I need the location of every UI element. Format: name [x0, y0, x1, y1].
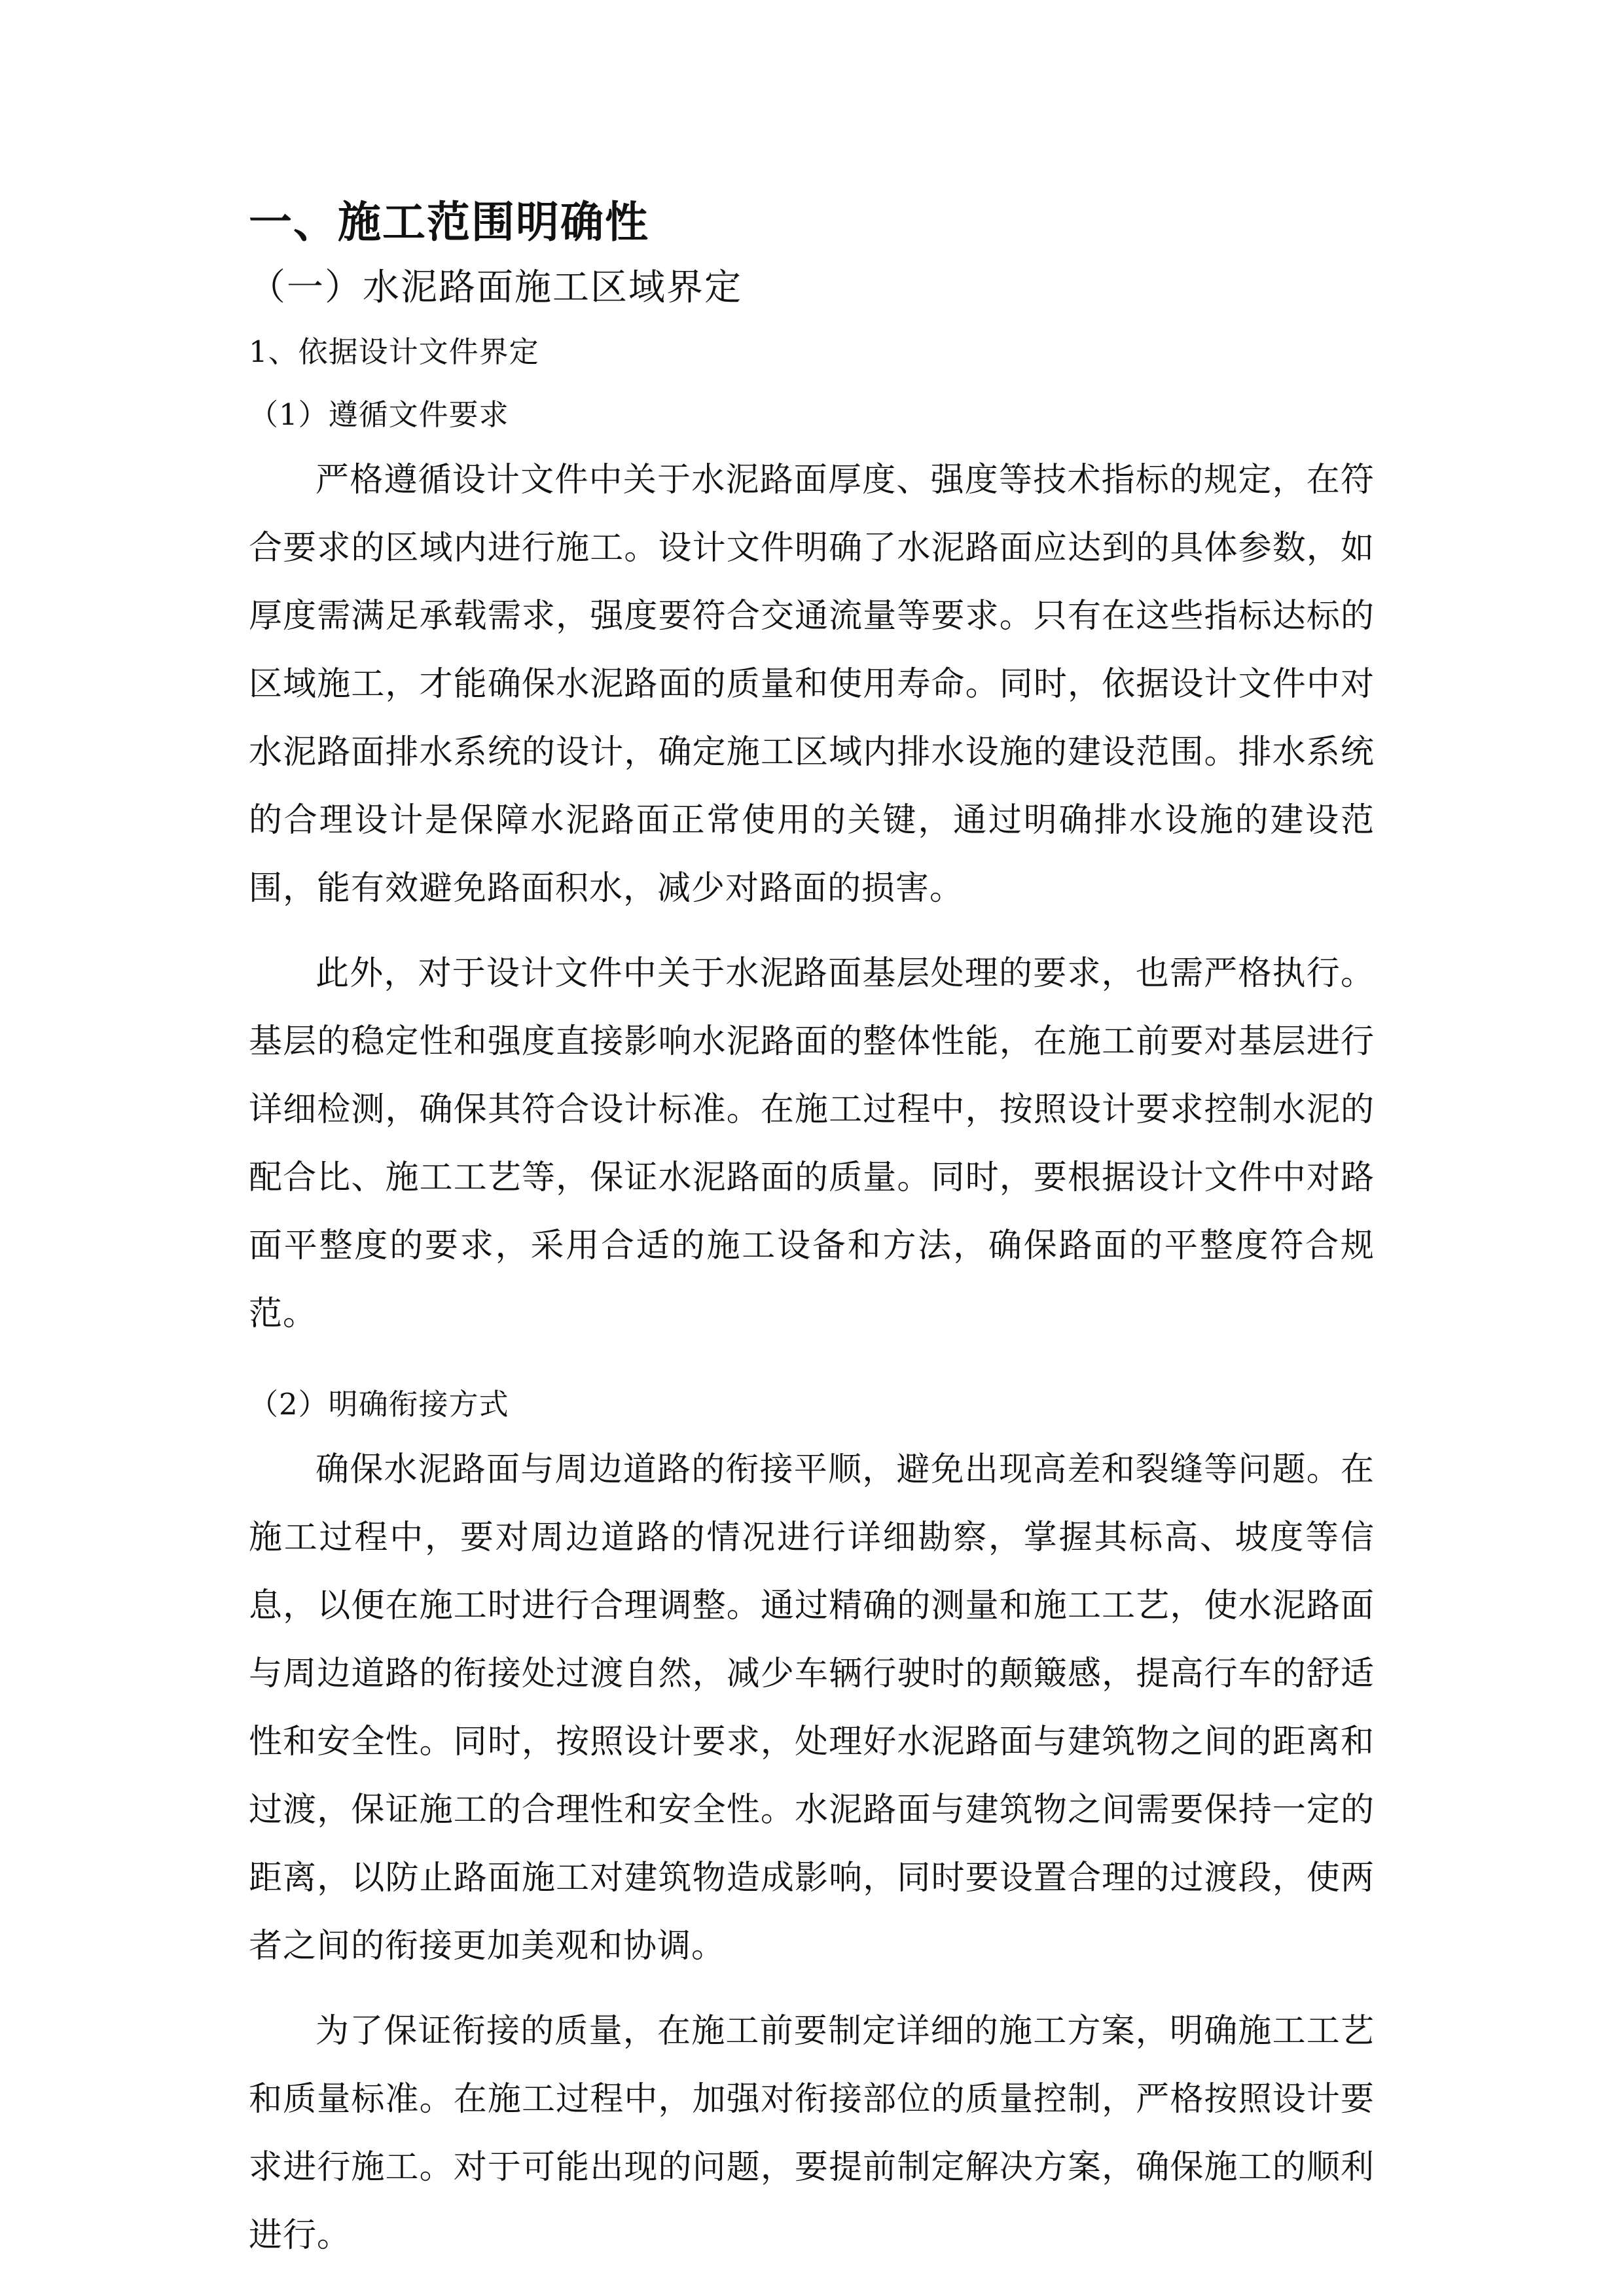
paragraph-spacer	[249, 1348, 1375, 1373]
paragraph-3: 确保水泥路面与周边道路的衔接平顺，避免出现高差和裂缝等问题。在施工过程中，要对周边道路的情况进行详细勘察，掌握其标高、坡度等信息，以便在施工时进行合理调整。通过精确的测量和施工工艺，使水泥路面与周边道路的衔接处过渡自然，减少车辆行驶时的颠簸感，提高行车的舒适性和安全性。同时，按照设计要求，处理好水泥路面与建筑物之间的距离和过渡，保证施工的合理性和安全性。水泥路面与建筑物之间需要保持一定的距离，以防止路面施工对建筑物造成影响，同时要设置合理的过渡段，使两者之间的衔接更加美观和协调。	[249, 1450, 1375, 1965]
paragraph-2: 此外，对于设计文件中关于水泥路面基层处理的要求，也需严格执行。基层的稳定性和强度直接影响水泥路面的整体性能，在施工前要对基层进行详细检测，确保其符合设计标准。在施工过程中，按照设计要求控制水泥的配合比、施工工艺等，保证水泥路面的质量。同时，要根据设计文件中对路面平整度的要求，采用合适的施工设备和方法，确保路面的平整度符合规范。	[249, 954, 1375, 1333]
paragraph-spacer	[249, 1981, 1375, 1998]
document-body	[249, 190, 1375, 2270]
subheading-connection-method: （2）明确衔接方式	[249, 1387, 509, 1422]
heading-level-3: 1、依据设计文件界定	[249, 334, 539, 369]
paragraph-spacer	[249, 923, 1375, 940]
paragraph-4: 为了保证衔接的质量，在施工前要制定详细的施工方案，明确施工工艺和质量标准。在施工过程中，加强对衔接部位的质量控制，严格按照设计要求进行施工。对于可能出现的问题，要提前制定解决方案，确保施工的顺利进行。	[249, 2012, 1375, 2255]
heading-level-1: 一、施工范围明确性	[249, 197, 649, 247]
subheading-follow-requirements: （1）遵循文件要求	[249, 397, 509, 432]
paragraph-1: 严格遵循设计文件中关于水泥路面厚度、强度等技术指标的规定，在符合要求的区域内进行施工。设计文件明确了水泥路面应达到的具体参数，如厚度需满足承载需求，强度要符合交通流量等要求。只有在这些指标达标的区域施工，才能确保水泥路面的质量和使用寿命。同时，依据设计文件中对水泥路面排水系统的设计，确定施工区域内排水设施的建设范围。排水系统的合理设计是保障水泥路面正常使用的关键，通过明确排水设施的建设范围，能有效避免路面积水，减少对路面的损害。	[249, 461, 1375, 908]
heading-level-2: （一）水泥路面施工区域界定	[249, 266, 742, 309]
